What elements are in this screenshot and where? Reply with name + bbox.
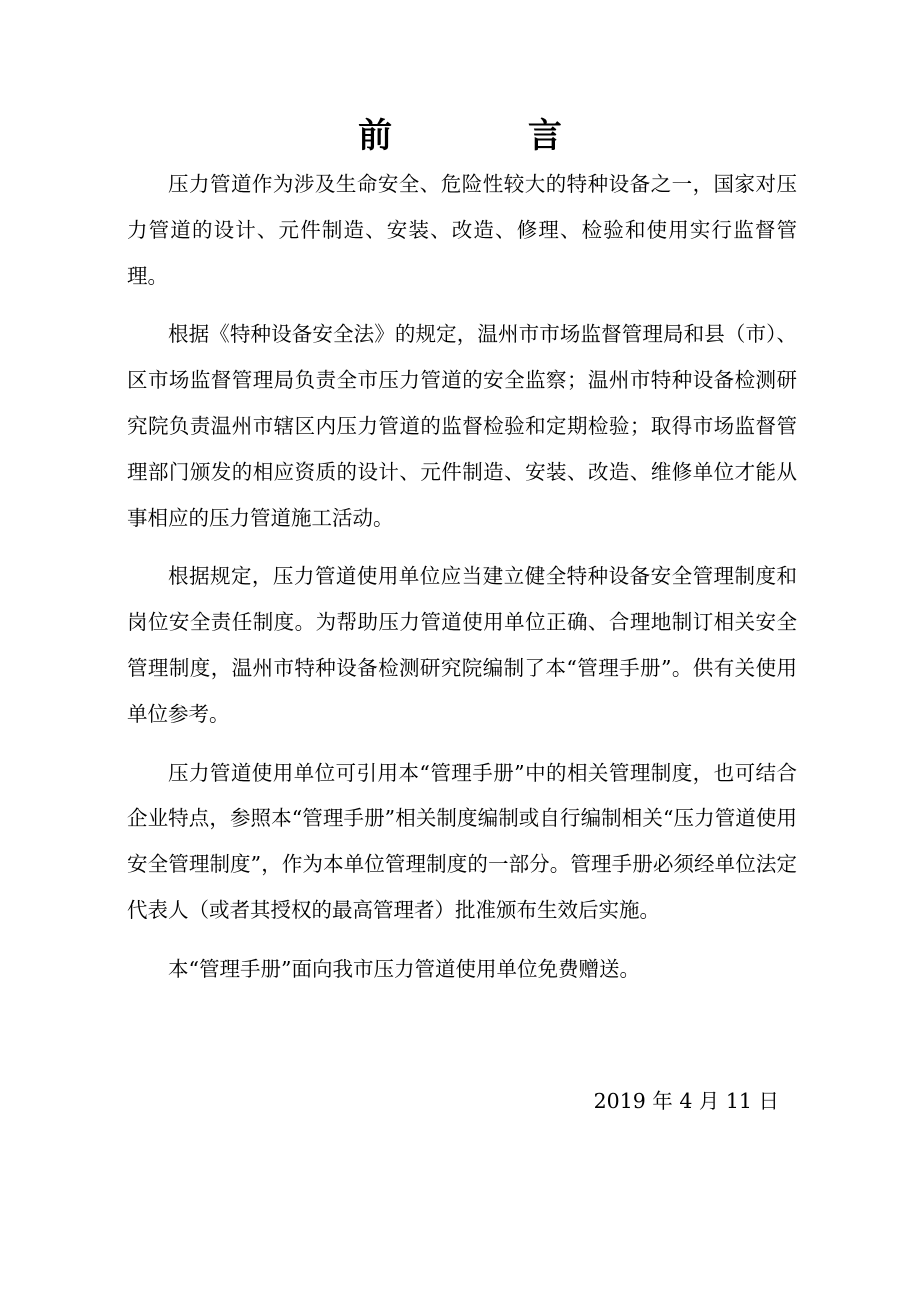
paragraph-2: 根据《特种设备安全法》的规定，温州市市场监督管理局和县（市）、区市场监督管理局负责全市压力管道的安全监察；温州市特种设备检测研究院负责温州市辖区内压力管道的监督检验和定期检验；取得市场监督管理部门颁发的相应资质的设计、元件制造、安装、改造、维修单位才能从事相应的压力管道施工活动。 (127, 322, 797, 530)
document-date: 2019 年 4 月 11 日 (593, 1089, 779, 1113)
preface-body (127, 162, 797, 1006)
paragraph-1: 压力管道作为涉及生命安全、危险性较大的特种设备之一，国家对压力管道的设计、元件制造、安装、改造、修理、检验和使用实行监督管理。 (127, 172, 797, 288)
page-title: 前 言 (358, 116, 624, 156)
paragraph-4: 压力管道使用单位可引用本“管理手册”中的相关管理制度，也可结合企业特点，参照本“管理手册”相关制度编制或自行编制相关“压力管道使用安全管理制度”，作为本单位管理制度的一部分。管理手册必须经单位法定代表人（或者其授权的最高管理者）批准颁布生效后实施。 (127, 760, 797, 922)
paragraph-3: 根据规定，压力管道使用单位应当建立健全特种设备安全管理制度和岗位安全责任制度。为帮助压力管道使用单位正确、合理地制订相关安全管理制度，温州市特种设备检测研究院编制了本“管理手册”。供有关使用单位参考。 (127, 564, 797, 726)
paragraph-5: 本“管理手册”面向我市压力管道使用单位免费赠送。 (168, 956, 640, 981)
